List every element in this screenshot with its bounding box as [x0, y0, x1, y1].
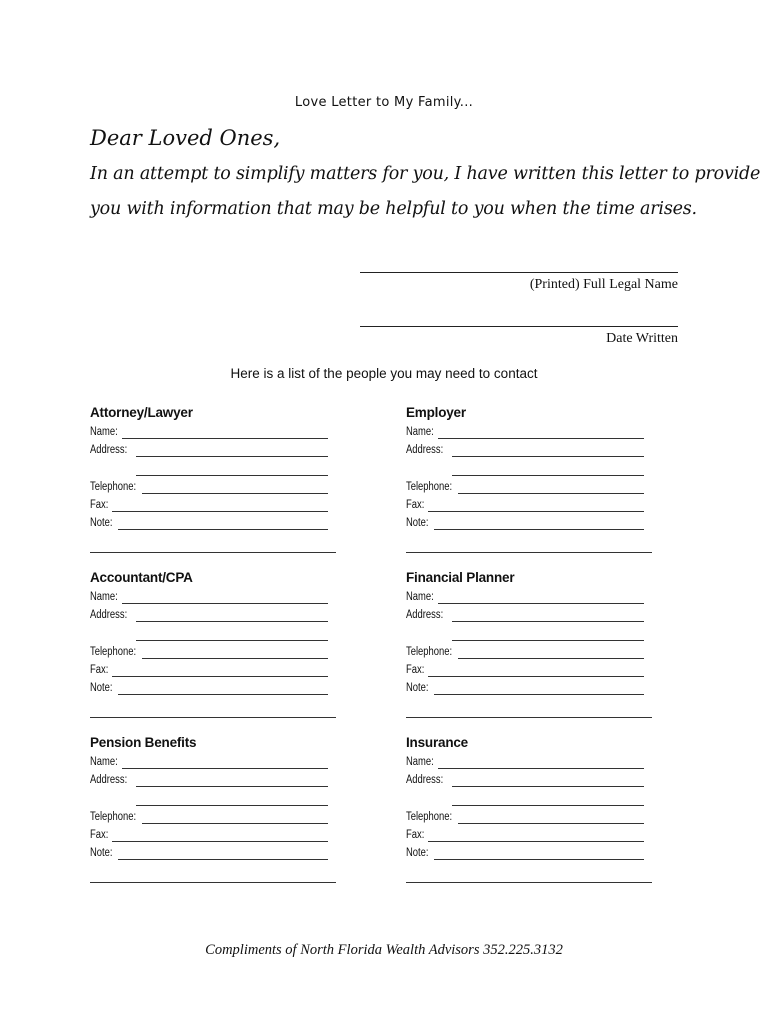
name-field[interactable] [438, 603, 644, 604]
note-field-line-2[interactable] [90, 552, 336, 553]
fax-field[interactable] [428, 841, 644, 842]
full-name-signature-line[interactable] [360, 272, 678, 273]
note-field[interactable] [434, 529, 644, 530]
name-field[interactable] [122, 603, 328, 604]
name-field[interactable] [438, 438, 644, 439]
telephone-label: Telephone: [90, 811, 137, 823]
note-field[interactable] [434, 694, 644, 695]
note-label: Note: [90, 682, 113, 694]
section-title: Pension Benefits [90, 735, 197, 750]
fax-field[interactable] [112, 676, 328, 677]
section-financial-planner [406, 567, 652, 722]
address-field-line-2[interactable] [136, 640, 328, 641]
full-name-label: (Printed) Full Legal Name [529, 277, 678, 292]
fax-field[interactable] [112, 841, 328, 842]
section-accountant-cpa [90, 567, 336, 722]
name-label: Name: [406, 426, 434, 438]
telephone-field[interactable] [142, 493, 328, 494]
telephone-field[interactable] [142, 658, 328, 659]
section-employer [406, 402, 652, 557]
address-field[interactable] [452, 621, 644, 622]
telephone-field[interactable] [458, 658, 644, 659]
note-field-line-2[interactable] [90, 717, 336, 718]
note-label: Note: [406, 682, 429, 694]
name-label: Name: [90, 426, 118, 438]
fax-label: Fax: [406, 829, 425, 841]
telephone-label: Telephone: [90, 481, 137, 493]
fax-label: Fax: [90, 664, 109, 676]
address-label: Address: [90, 444, 128, 456]
name-field[interactable] [438, 768, 644, 769]
greeting: Dear Loved Ones, [90, 126, 281, 150]
telephone-label: Telephone: [406, 646, 453, 658]
name-field[interactable] [122, 438, 328, 439]
document-title: Love Letter to My Family... [294, 95, 474, 110]
note-label: Note: [90, 517, 113, 529]
name-label: Name: [90, 591, 118, 603]
address-field-line-2[interactable] [136, 475, 328, 476]
telephone-label: Telephone: [406, 481, 453, 493]
note-field[interactable] [434, 859, 644, 860]
telephone-label: Telephone: [406, 811, 453, 823]
address-field[interactable] [452, 786, 644, 787]
fax-label: Fax: [406, 664, 425, 676]
section-title: Employer [406, 405, 466, 420]
address-field[interactable] [136, 621, 328, 622]
date-written-label: Date Written [606, 331, 678, 346]
section-title: Financial Planner [406, 570, 515, 585]
address-label: Address: [406, 609, 444, 621]
address-label: Address: [406, 444, 444, 456]
note-field-line-2[interactable] [406, 717, 652, 718]
section-insurance [406, 732, 652, 887]
address-field-line-2[interactable] [136, 805, 328, 806]
address-label: Address: [406, 774, 444, 786]
fax-field[interactable] [112, 511, 328, 512]
section-title: Accountant/CPA [90, 570, 193, 585]
fax-field[interactable] [428, 676, 644, 677]
note-label: Note: [90, 847, 113, 859]
address-field-line-2[interactable] [452, 805, 644, 806]
note-field[interactable] [118, 694, 328, 695]
address-field[interactable] [136, 786, 328, 787]
note-field[interactable] [118, 859, 328, 860]
note-field[interactable] [118, 529, 328, 530]
address-label: Address: [90, 774, 128, 786]
note-label: Note: [406, 847, 429, 859]
section-title: Attorney/Lawyer [90, 405, 193, 420]
note-field-line-2[interactable] [406, 552, 652, 553]
fax-label: Fax: [90, 829, 109, 841]
telephone-field[interactable] [458, 493, 644, 494]
section-title: Insurance [406, 735, 468, 750]
note-label: Note: [406, 517, 429, 529]
address-field-line-2[interactable] [452, 475, 644, 476]
address-field[interactable] [452, 456, 644, 457]
contact-list-heading: Here is a list of the people you may need to contact [230, 366, 538, 381]
note-field-line-2[interactable] [406, 882, 652, 883]
intro-line-1: In an attempt to simplify matters for you, I have written this letter to provide [90, 164, 761, 184]
name-label: Name: [406, 591, 434, 603]
fax-label: Fax: [406, 499, 425, 511]
name-field[interactable] [122, 768, 328, 769]
date-written-line[interactable] [360, 326, 678, 327]
address-field-line-2[interactable] [452, 640, 644, 641]
intro-line-2: you with information that may be helpful to you when the time arises. [90, 199, 697, 219]
telephone-field[interactable] [142, 823, 328, 824]
note-field-line-2[interactable] [90, 882, 336, 883]
name-label: Name: [90, 756, 118, 768]
section-attorney-lawyer [90, 402, 336, 557]
name-label: Name: [406, 756, 434, 768]
address-field[interactable] [136, 456, 328, 457]
telephone-label: Telephone: [90, 646, 137, 658]
address-label: Address: [90, 609, 128, 621]
footer-credit: Compliments of North Florida Wealth Advisors 352.225.3132 [205, 942, 563, 958]
section-pension-benefits [90, 732, 336, 887]
fax-field[interactable] [428, 511, 644, 512]
telephone-field[interactable] [458, 823, 644, 824]
fax-label: Fax: [90, 499, 109, 511]
